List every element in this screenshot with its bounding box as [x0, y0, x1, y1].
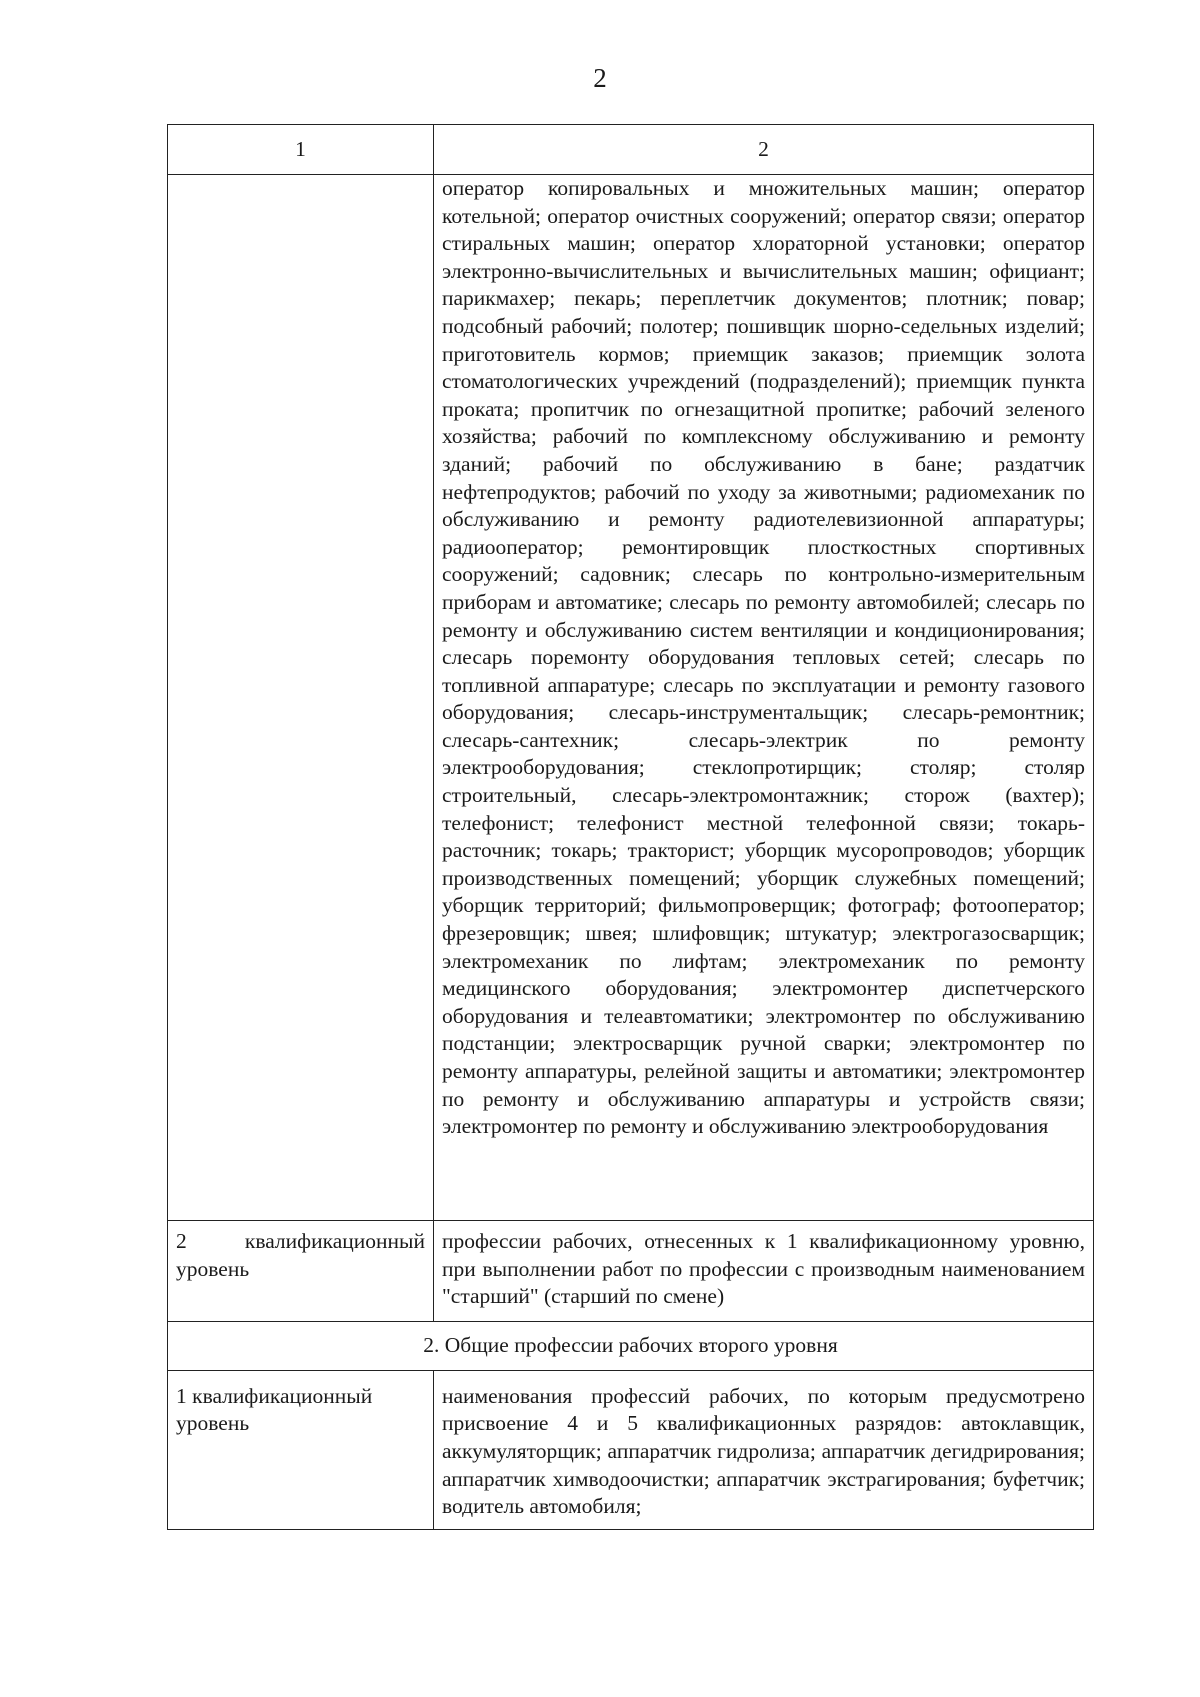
level-line-1: 1 квалификационный	[176, 1383, 373, 1408]
level-tail: уровень	[176, 1256, 250, 1281]
row-1-col-2: оператор копировальных и множительных машин; оператор котельной; оператор очистных сооружений; оператор связи; оператор стиральных машин; оператор хлораторной установки; оператор электронно-вычислительных и вычислительных машин; официант; парикмахер; пекарь; переплетчик документов; плотник; повар; подсобный рабочий; полотер; пошивщик шорно-седельных изделий; приготовитель кормов; приемщик заказов; приемщик золота стоматологических учреждений (подразделений); приемщик пункта проката; пропитчик по огнезащитной пропитке; рабочий зеленого хозяйства; рабочий по комплексному обслуживанию и ремонту зданий; рабочий по обслуживанию в бане; раздатчик нефтепродуктов; рабочий по уходу за животными; радиомеханик по обслуживанию и ремонту радиотелевизионной аппаратуры; радиооператор; ремонтировщик плосткостных спортивных сооружений; садовник; слесарь по контрольно-измерительным приборам и автоматике; слесарь по ремонту автомобилей; слесарь по ремонту и обслуживанию систем вентиляции и кондиционирования; слесарь поремонту оборудования тепловых сетей; слесарь по топливной аппаратуре; слесарь по эксплуатации и ремонту газового оборудования; слесарь-инструментальщик; слесарь-ремонтник; слесарь-сантехник; слесарь-электрик по ремонту электрооборудования; стеклопротирщик; столяр; столяр строительный, слесарь-электромонтажник; сторож (вахтер); телефонист; телефонист местной телефонной связи; токарь-расточник; токарь; тракторист; уборщик мусоропроводов; уборщик производственных помещений; уборщик служебных помещений; уборщик территорий; фильмопроверщик; фотограф; фотооператор; фрезеровщик; швея; шлифовщик; штукатур; электрогазосварщик; электромеханик по лифтам; электромеханик по ремонту медицинского оборудования; электромонтер диспетчерского оборудования и телеавтоматики; электромонтер по обслуживанию подстанции; электросварщик ручной сварки; электромонтер по ремонту аппаратуры, релейной защиты и автоматики; электромонтер по ремонту и обслуживанию аппаратуры и устройств связи; электромонтер по ремонту и обслуживанию электрооборудования	[434, 175, 1094, 1221]
level-line-2: уровень	[176, 1411, 250, 1436]
qualification-table	[167, 124, 1094, 1530]
level-number: 2	[176, 1229, 187, 1253]
table-row	[168, 1221, 1094, 1322]
section-title: 2. Общие профессии рабочих второго уровня	[168, 1321, 1094, 1370]
page-number: 2	[593, 63, 607, 93]
header-col-2: 2	[434, 125, 1094, 175]
level-label-line	[176, 1228, 425, 1256]
row-1-col-1	[168, 175, 434, 1221]
table-row	[168, 175, 1094, 1221]
row-2-col-2: профессии рабочих, отнесенных к 1 квалификационному уровню, при выполнении работ по профессии с производным наименованием "старший" (старший по смене)	[434, 1221, 1094, 1322]
row-2-col-1	[168, 1221, 434, 1322]
table-row	[168, 1370, 1094, 1529]
level-word: квалификационный	[244, 1229, 425, 1253]
header-col-1: 1	[168, 125, 434, 175]
table-header-row	[168, 125, 1094, 175]
row-3-col-2: наименования профессий рабочих, по которым предусмотрено присвоение 4 и 5 квалификационных разрядов: автоклавщик, аккумуляторщик; аппаратчик гидролиза; аппаратчик дегидрирования; аппаратчик химводоочистки; аппаратчик экстрагирования; буфетчик; водитель автомобиля;	[434, 1370, 1094, 1529]
row-3-col-1	[168, 1370, 434, 1529]
section-header-row	[168, 1321, 1094, 1370]
